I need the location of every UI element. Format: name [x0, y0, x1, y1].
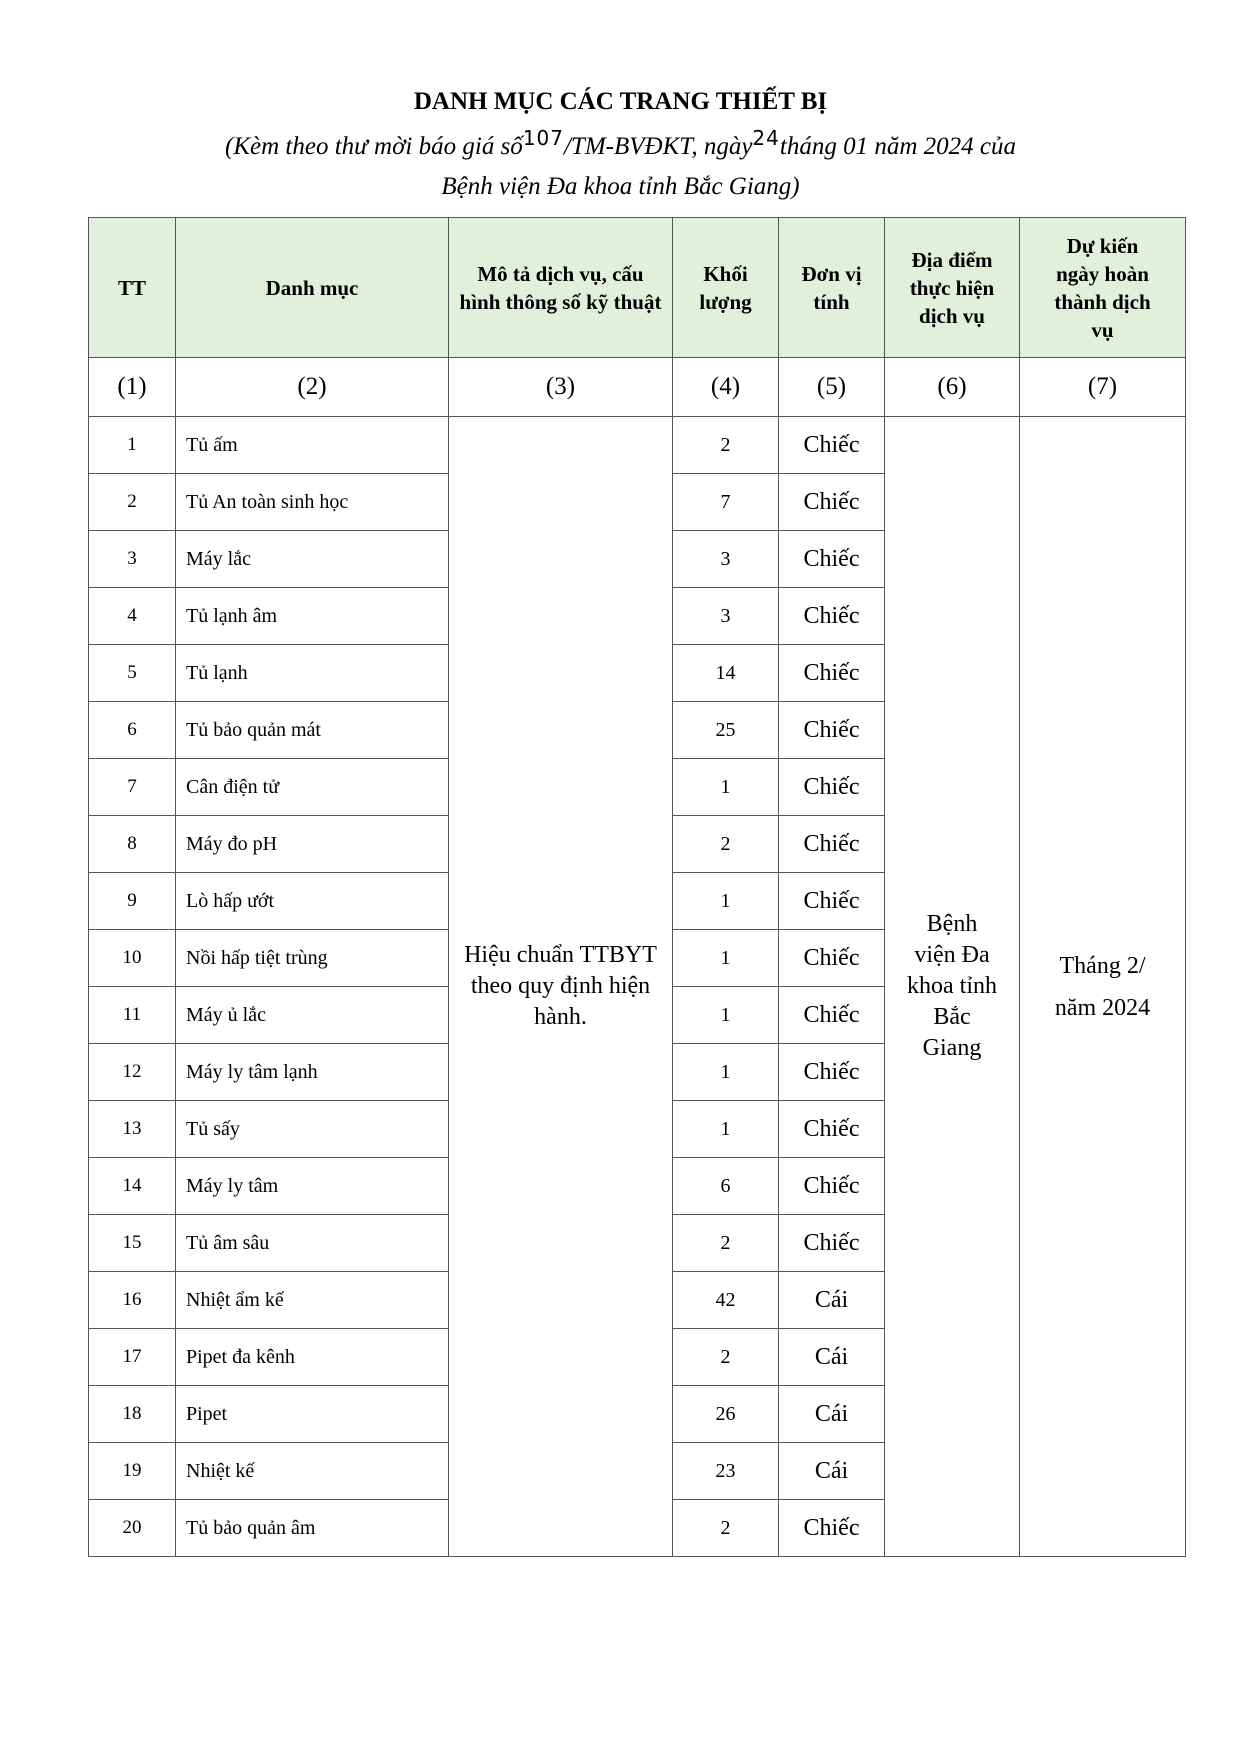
row-qty: 2 [673, 1500, 779, 1557]
row-name: Lò hấp ướt [176, 873, 449, 930]
row-unit: Chiếc [779, 873, 885, 930]
row-tt: 9 [89, 873, 176, 930]
row-tt: 4 [89, 588, 176, 645]
row-tt: 13 [89, 1101, 176, 1158]
row-unit: Chiếc [779, 1158, 885, 1215]
row-name: Pipet đa kênh [176, 1329, 449, 1386]
column-number: (6) [885, 358, 1020, 417]
row-qty: 14 [673, 645, 779, 702]
column-number: (1) [89, 358, 176, 417]
row-unit: Cái [779, 1443, 885, 1500]
row-qty: 1 [673, 987, 779, 1044]
row-qty: 1 [673, 930, 779, 987]
column-number: (5) [779, 358, 885, 417]
row-tt: 6 [89, 702, 176, 759]
header-row [89, 218, 1186, 358]
row-unit: Chiếc [779, 588, 885, 645]
row-unit: Chiếc [779, 816, 885, 873]
row-name: Tủ An toàn sinh học [176, 474, 449, 531]
row-name: Tủ lạnh âm [176, 588, 449, 645]
row-tt: 12 [89, 1044, 176, 1101]
row-tt: 14 [89, 1158, 176, 1215]
row-unit: Chiếc [779, 417, 885, 474]
row-qty: 2 [673, 1215, 779, 1272]
row-qty: 1 [673, 1101, 779, 1158]
row-unit: Cái [779, 1272, 885, 1329]
row-tt: 3 [89, 531, 176, 588]
row-unit: Chiếc [779, 645, 885, 702]
row-name: Nồi hấp tiệt trùng [176, 930, 449, 987]
row-unit: Chiếc [779, 474, 885, 531]
row-name: Máy ủ lắc [176, 987, 449, 1044]
row-unit: Chiếc [779, 1101, 885, 1158]
row-tt: 7 [89, 759, 176, 816]
subtitle-line-2: Bệnh viện Đa khoa tỉnh Bắc Giang) [441, 173, 800, 200]
subtitle-line-1 [0, 126, 1241, 161]
location-cell: Bệnh viện Đa khoa tỉnh Bắc Giang [885, 417, 1020, 1557]
row-tt: 15 [89, 1215, 176, 1272]
row-qty: 1 [673, 759, 779, 816]
column-number: (3) [449, 358, 673, 417]
row-qty: 1 [673, 1044, 779, 1101]
row-tt: 16 [89, 1272, 176, 1329]
header-danh-muc: Danh mục [176, 218, 449, 358]
description-cell: Hiệu chuẩn TTBYT theo quy định hiện hành. [449, 417, 673, 1557]
row-name: Nhiệt ẩm kế [176, 1272, 449, 1329]
column-number: (2) [176, 358, 449, 417]
row-qty: 25 [673, 702, 779, 759]
row-qty: 23 [673, 1443, 779, 1500]
row-tt: 17 [89, 1329, 176, 1386]
subtitle-part-2: /TM-BVĐKT, ngày [564, 133, 753, 160]
row-qty: 7 [673, 474, 779, 531]
row-qty: 2 [673, 417, 779, 474]
row-name: Pipet [176, 1386, 449, 1443]
row-name: Cân điện tử [176, 759, 449, 816]
row-tt: 18 [89, 1386, 176, 1443]
row-qty: 2 [673, 1329, 779, 1386]
row-unit: Chiếc [779, 930, 885, 987]
row-unit: Chiếc [779, 987, 885, 1044]
column-number: (7) [1020, 358, 1186, 417]
row-tt: 20 [89, 1500, 176, 1557]
row-qty: 42 [673, 1272, 779, 1329]
row-qty: 3 [673, 531, 779, 588]
row-tt: 2 [89, 474, 176, 531]
header-dia-diem: Địa điểm thực hiện dịch vụ [885, 218, 1020, 358]
header-tt: TT [89, 218, 176, 358]
row-tt: 11 [89, 987, 176, 1044]
row-name: Máy đo pH [176, 816, 449, 873]
table-row [89, 417, 1186, 474]
header-du-kien: Dự kiến ngày hoàn thành dịch vụ [1020, 218, 1186, 358]
subtitle-part-1: (Kèm theo thư mời báo giá số [225, 133, 523, 160]
completion-cell: Tháng 2/ năm 2024 [1020, 417, 1186, 1557]
row-name: Máy lắc [176, 531, 449, 588]
equipment-table [88, 217, 1186, 1557]
row-tt: 5 [89, 645, 176, 702]
header-don-vi: Đơn vị tính [779, 218, 885, 358]
row-unit: Chiếc [779, 531, 885, 588]
row-name: Tủ bảo quản âm [176, 1500, 449, 1557]
row-unit: Cái [779, 1386, 885, 1443]
column-number: (4) [673, 358, 779, 417]
row-qty: 26 [673, 1386, 779, 1443]
row-name: Tủ ấm [176, 417, 449, 474]
row-name: Máy ly tâm [176, 1158, 449, 1215]
row-tt: 8 [89, 816, 176, 873]
row-unit: Chiếc [779, 1215, 885, 1272]
row-name: Nhiệt kế [176, 1443, 449, 1500]
row-qty: 6 [673, 1158, 779, 1215]
row-unit: Chiếc [779, 702, 885, 759]
row-unit: Chiếc [779, 759, 885, 816]
row-unit: Chiếc [779, 1044, 885, 1101]
letter-day: 24 [752, 126, 780, 150]
row-qty: 3 [673, 588, 779, 645]
letter-number: 107 [522, 126, 564, 150]
document-title: DANH MỤC CÁC TRANG THIẾT BỊ [413, 88, 828, 115]
row-tt: 19 [89, 1443, 176, 1500]
header-khoi-luong: Khối lượng [673, 218, 779, 358]
row-unit: Cái [779, 1329, 885, 1386]
row-qty: 1 [673, 873, 779, 930]
column-number-row [89, 358, 1186, 417]
row-tt: 10 [89, 930, 176, 987]
row-name: Tủ âm sâu [176, 1215, 449, 1272]
row-tt: 1 [89, 417, 176, 474]
subtitle-part-3: tháng 01 năm 2024 của [779, 133, 1016, 160]
row-name: Tủ bảo quản mát [176, 702, 449, 759]
row-name: Tủ sấy [176, 1101, 449, 1158]
row-qty: 2 [673, 816, 779, 873]
row-name: Máy ly tâm lạnh [176, 1044, 449, 1101]
header-mo-ta: Mô tả dịch vụ, cấu hình thông số kỹ thuật [449, 218, 673, 358]
row-name: Tủ lạnh [176, 645, 449, 702]
row-unit: Chiếc [779, 1500, 885, 1557]
